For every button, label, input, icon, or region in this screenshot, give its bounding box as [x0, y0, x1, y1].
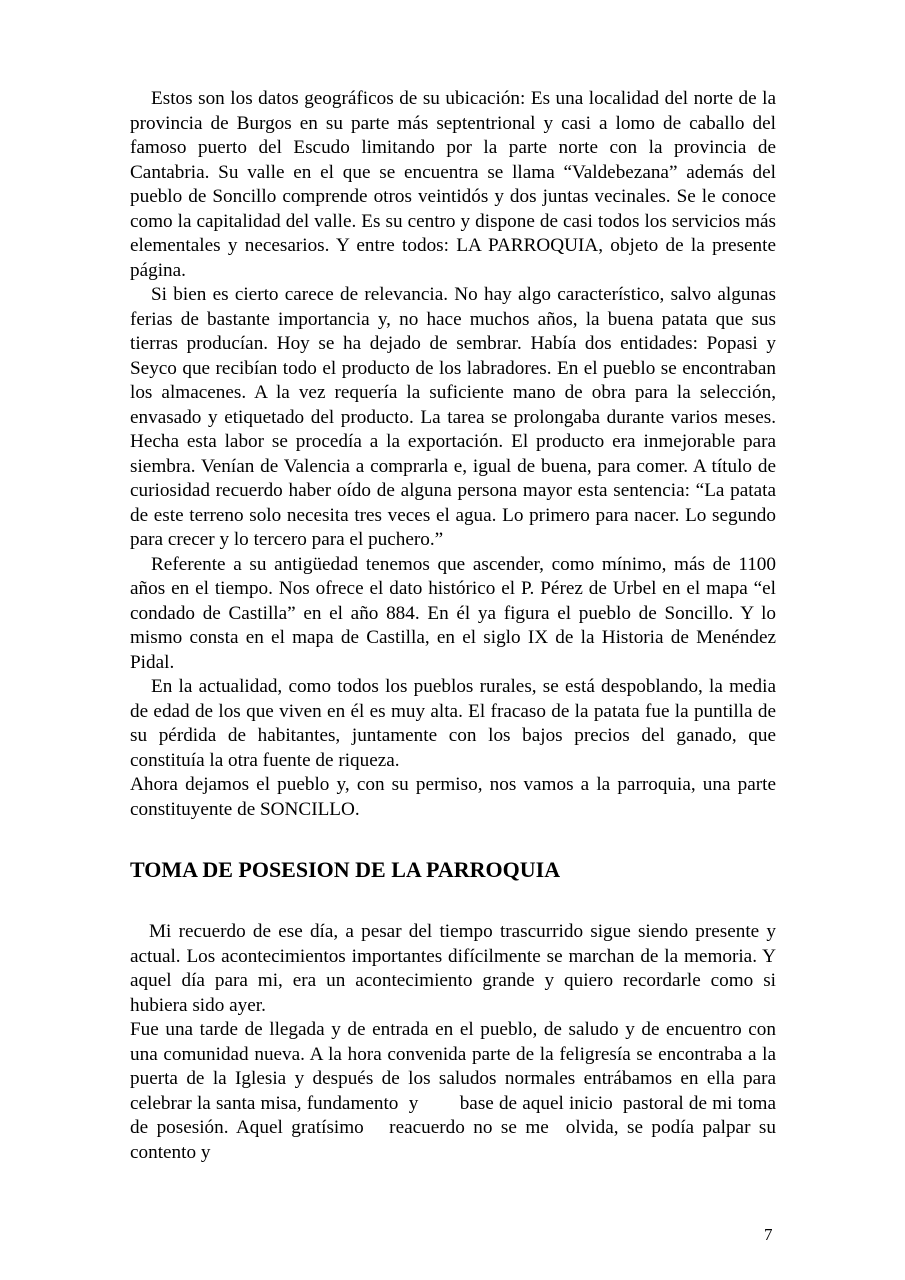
paragraph-memory: Mi recuerdo de ese día, a pesar del tiempo trascurrido sigue siendo presente y actual. Los acontecimientos importantes difícilmente se marchan de la memoria. Y aquel día para mi, era un acontecimiento grande y quiero recordarle como si hubiera sido ayer. [130, 921, 776, 1016]
paragraph-present-day: En la actualidad, como todos los pueblos rurales, se está despoblando, la media de edad de los que viven en él es muy alta. El fracaso de la patata fue la puntilla de su pérdida de habitantes, juntamente con los bajos precios del ganado, que constituía la otra fuente de riqueza. [130, 676, 776, 771]
page-number: 7 [764, 1225, 773, 1244]
paragraph-arrival: Fue una tarde de llegada y de entrada en el pueblo, de saludo y de encuentro con una comunidad nueva. A la hora convenida parte de la feligresía se encontraba a la puerta de la Iglesia y después de los saludos normales entrábamos en ella para celebrar la santa misa, fundamento y base de aquel inicio pastoral de mi toma de posesión. Aquel gratísimo reacuerdo no se me olvida, se podía palpar su contento y [130, 1019, 781, 1163]
paragraph-transition: Ahora dejamos el pueblo y, con su permiso, nos vamos a la parroquia, una parte constituyente de SONCILLO. [130, 774, 776, 820]
document-page [130, 87, 781, 1165]
section-heading: TOMA DE POSESION DE LA PARROQUIA [130, 857, 561, 882]
paragraph-antiquity: Referente a su antigüedad tenemos que ascender, como mínimo, más de 1100 años en el tiempo. Nos ofrece el dato histórico el P. Pérez de Urbel en el mapa “el condado de Castilla” en el año 884. En él ya figura el pueblo de Soncillo. Y lo mismo consta en el mapa de Castilla, en el siglo IX de la Historia de Menéndez Pidal. [130, 553, 776, 673]
paragraph-relevance: Si bien es cierto carece de relevancia. No hay algo característico, salvo algunas ferias de bastante importancia y, no hace muchos años, la buena patata que sus tierras producían. Hoy se ha dejado de sembrar. Había dos entidades: Popasi y Seyco que recibían todo el producto de los labradores. En el pueblo se encontraban los almacenes. A la vez requería la suficiente mano de obra para la selección, envasado y etiquetado del producto. La tarea se prolongaba durante varios meses. Hecha esta labor se procedía a la exportación. El producto era inmejorable para siembra. Venían de Valencia a comprarla e, igual de buena, para comer. A título de curiosidad recuerdo haber oído de alguna persona mayor esta sentencia: “La patata de este terreno solo necesita tres veces el agua. Lo primero para nacer. Lo segundo para crecer y lo tercero para el puchero.” [130, 284, 776, 550]
paragraph-location: Estos son los datos geográficos de su ubicación: Es una localidad del norte de la provincia de Burgos en su parte más septentrional y casi a lomo de caballo del famoso puerto del Escudo limitando por la parte norte con la provincia de Cantabria. Su valle en el que se encuentra se llama “Valdebezana” además del pueblo de Soncillo comprende otros veintidós y dos juntas vecinales. Se le conoce como la capitalidad del valle. Es su centro y dispone de casi todos los servicios más elementales y necesarios. Y entre todos: LA PARROQUIA, objeto de la presente página. [130, 88, 776, 281]
